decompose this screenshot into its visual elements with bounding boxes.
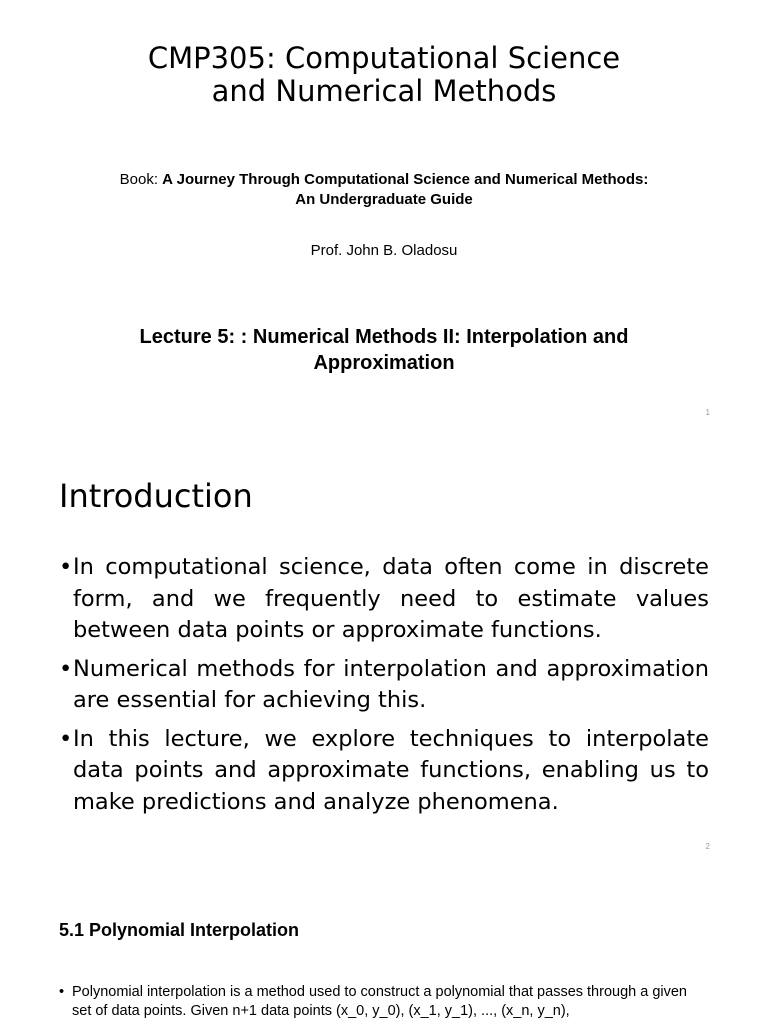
bullet-icon: •: [59, 725, 73, 752]
list-item: [59, 724, 709, 819]
list-item: [59, 654, 709, 717]
course-title-line-1: CMP305: Computational Science: [147, 41, 621, 75]
list-item: [59, 552, 709, 647]
book-reference: [110, 170, 658, 210]
bullet-list: [59, 983, 709, 1021]
list-item: [59, 983, 709, 1021]
slide-title: Introduction: [59, 477, 253, 515]
professor-name: Prof. John B. Oladosu: [310, 242, 458, 259]
polynomial-interpolation-slide: [0, 870, 768, 1024]
book-label: Book:: [119, 171, 163, 188]
bullet-icon: •: [59, 984, 65, 1000]
slide-number: 1: [705, 408, 710, 417]
title-slide: [0, 0, 768, 430]
bullet-icon: •: [59, 554, 73, 580]
list-item-text: Polynomial interpolation is a method used to construct a polynomial that passes through a given set of data points. Given n+1 data points (x_0, y_0), (x_1, y_1), ..., (x_n, y_n),: [72, 984, 687, 1019]
list-item-text: In computational science, data often come in discrete form, and we frequently need to estimate values between data points or approximate functions.: [73, 554, 709, 643]
course-title-line-2: and Numerical Methods: [211, 74, 557, 108]
bullet-icon: •: [59, 655, 73, 682]
introduction-slide: [0, 434, 768, 866]
lecture-title: Lecture 5: : Numerical Methods II: Interpolation and Approximation: [139, 326, 629, 374]
course-title: [0, 42, 768, 108]
slide-number: 2: [705, 842, 710, 851]
section-heading: 5.1 Polynomial Interpolation: [59, 920, 300, 940]
book-title: A Journey Through Computational Science and Numerical Methods: An Undergraduate Guide: [162, 171, 649, 208]
list-item-text: In this lecture, we explore techniques to interpolate data points and approximate functions, enabling us to make predictions and analyze phenomena.: [73, 725, 709, 815]
bullet-list: [59, 552, 709, 825]
list-item-text: Numerical methods for interpolation and approximation are essential for achieving this.: [73, 655, 709, 713]
